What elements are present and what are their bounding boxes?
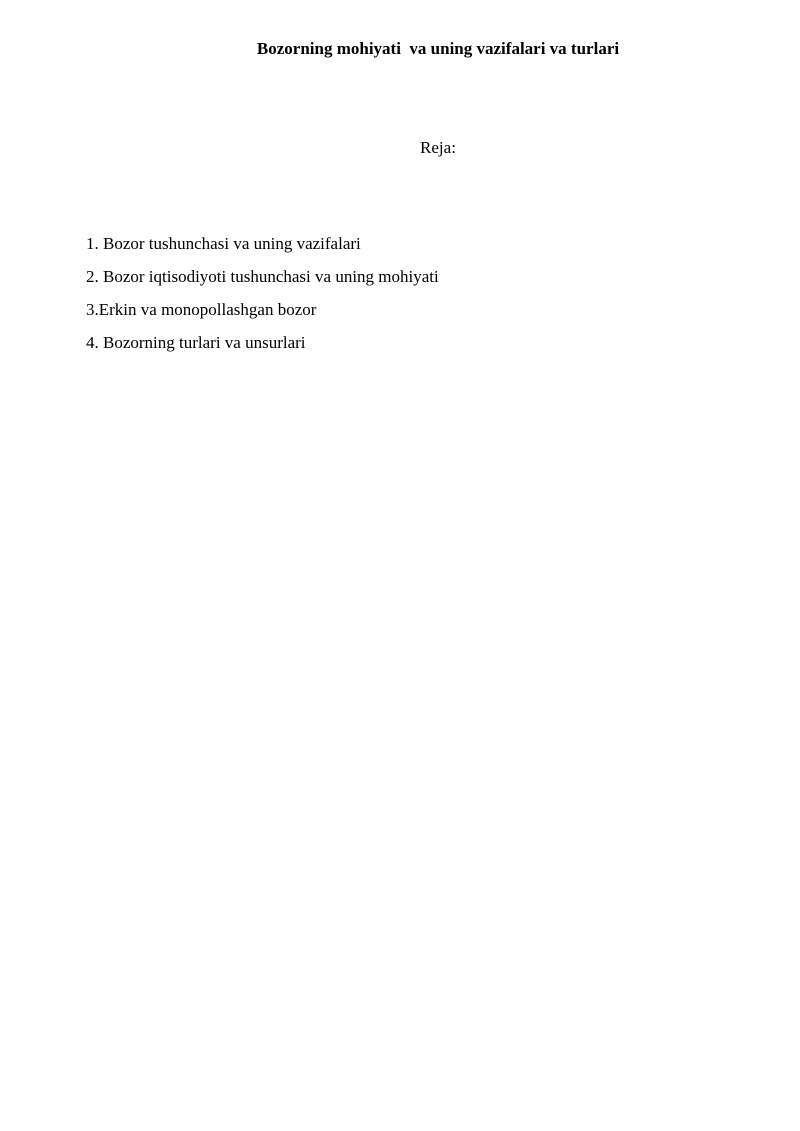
plan-item: 1. Bozor tushunchasi va uning vazifalari bbox=[86, 234, 361, 253]
plan-item: 3.Erkin va monopollashgan bozor bbox=[86, 300, 317, 319]
plan-item: 2. Bozor iqtisodiyoti tushunchasi va uning mohiyati bbox=[86, 267, 439, 286]
plan-item: 4. Bozorning turlari va unsurlari bbox=[86, 333, 306, 352]
document-title: Bozorning mohiyati va uning vazifalari va turlari bbox=[256, 39, 620, 58]
plan-heading: Reja: bbox=[420, 138, 456, 157]
plan-list bbox=[86, 233, 439, 365]
